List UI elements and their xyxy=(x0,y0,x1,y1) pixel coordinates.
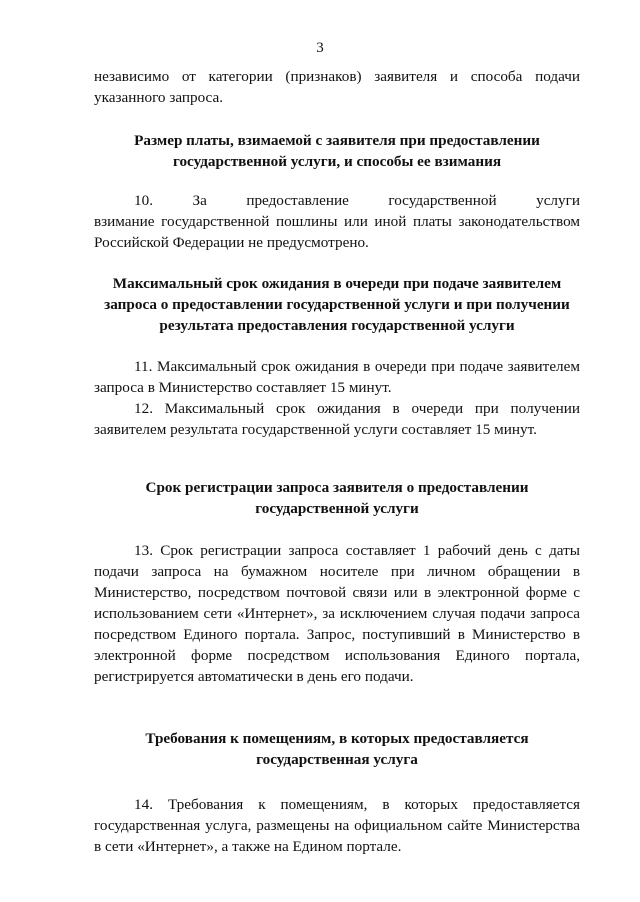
paragraph-11: 11. Максимальный срок ожидания в очереди при подаче заявителем запроса в Министерство составляет 15 минут. xyxy=(94,358,580,396)
continuation-line-2: указанного запроса. xyxy=(94,89,224,106)
section-heading-premises: Требования к помещениям, в которых предоставляется государственная услуга xyxy=(145,730,529,768)
paragraph-13: 13. Срок регистрации запроса составляет 1 рабочий день с даты подачи запроса на бумажном носителе при личном обращении в Министерство, посредством почтовой связи или в электронной форме с использованием сети «Интернет», за исключением случая подачи запроса посредством Единого портала. Запрос, поступивший в Министерство в электронной форме посредством использования Единого портала, регистрируется автоматически в день его подачи. xyxy=(94,542,580,685)
paragraph-12: 12. Максимальный срок ожидания в очереди при получении заявителем результата государственной услуги составляет 15 минут. xyxy=(94,400,580,438)
page-content xyxy=(94,66,580,857)
paragraph-10-rest: взимание государственной пошлины или иной платы законодательством Российской Федерации не предусмотрено. xyxy=(94,213,580,251)
paragraph-10-line-1: 10. За предоставление государственной услуги xyxy=(134,192,580,209)
continuation-line-1: независимо от категории (признаков) заявителя и способа подачи xyxy=(94,68,580,85)
paragraph-14: 14. Требования к помещениям, в которых предоставляется государственная услуга, размещены на официальном сайте Министерства в сети «Интернет», а также на Едином портале. xyxy=(94,796,580,855)
paragraph-10 xyxy=(94,190,580,253)
page-number: 3 xyxy=(316,40,324,56)
section-heading-registration: Срок регистрации запроса заявителя о предоставлении государственной услуги xyxy=(145,479,529,517)
section-heading-queue: Максимальный срок ожидания в очереди при подаче заявителем запроса о предоставлении государственной услуги и при получении результата предоставления государственной услуги xyxy=(104,275,570,334)
continuation-paragraph xyxy=(94,66,580,108)
section-heading-fee: Размер платы, взимаемой с заявителя при предоставлении государственной услуги, и способы ее взимания xyxy=(134,132,540,170)
